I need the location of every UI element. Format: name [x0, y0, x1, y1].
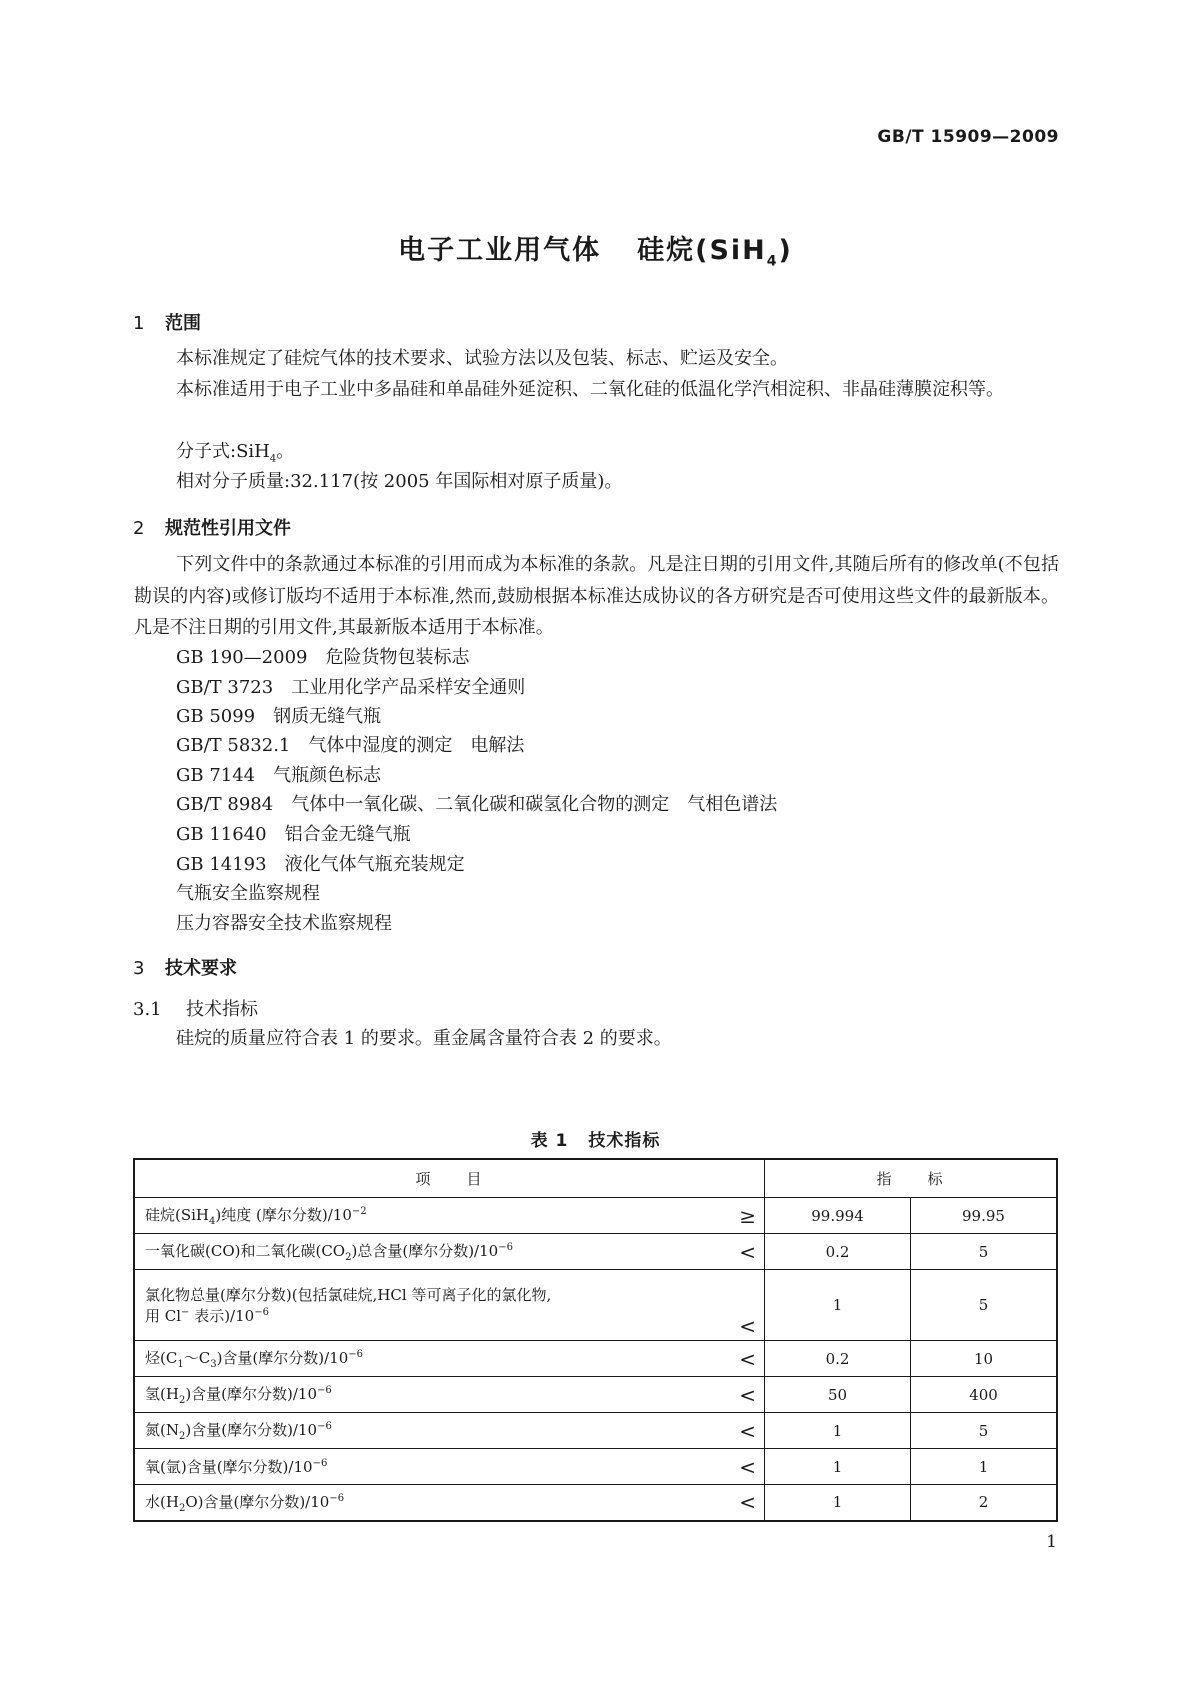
table-row: 烃$(C_1\sim C_3)$含量(摩尔分数)$/10^{-6}$ < 0.2 10 [134, 1341, 1057, 1377]
reference-item: 压力容器安全技术监察规程 [176, 913, 392, 934]
table-caption: 表 1 技术指标 [530, 1131, 661, 1151]
table-header-row [134, 1159, 1057, 1198]
section-1-para-2: 本标准适用于电子工业中多晶硅和单晶硅外延淀积、二氧化硅的低温化学汽相淀积、非晶硅薄膜淀积等。 [176, 379, 1004, 400]
section-number: 1 [133, 313, 145, 334]
reference-item: GB 5099 钢质无缝气瓶 [176, 706, 382, 727]
table-row: 氢$(H_2)$含量(摩尔分数)$/10^{-6}$ < 50 400 [134, 1377, 1057, 1413]
section-2-intro: 下列文件中的条款通过本标准的引用而成为本标准的条款。凡是注日期的引用文件,其随后所有的修改单(不包括勘误的内容)或修订版均不适用于本标准,然而,鼓励根据本标准达成协议的各方研究是否可使用这些文件的最新版本。凡是不注日期的引用文件,其最新版本适用于本标准。 [134, 554, 1059, 638]
title-part1: 电子工业用气体 [398, 235, 602, 266]
reference-item: GB 7144 气瓶颜色标志 [176, 765, 382, 786]
molecular-formula: 分子式:SiH$_4$。 [176, 441, 295, 465]
section-number: 3 [133, 958, 145, 979]
standard-number: GB/T 15909—2009 [877, 127, 1059, 147]
reference-item: GB/T 8984 气体中一氧化碳、二氧化碳和碳氢化合物的测定 气相色谱法 [176, 794, 778, 815]
section-title: 规范性引用文件 [165, 518, 291, 539]
column-header-index: 指 标 [765, 1159, 1058, 1198]
reference-item: GB 190—2009 危险货物包装标志 [176, 647, 470, 668]
reference-item: GB/T 5832.1 气体中湿度的测定 电解法 [176, 735, 525, 756]
table-row: 氯化物总量(摩尔分数)(包括氯硅烷,HCl 等可离子化的氯化物, 用 Cl− 表示)$/10^{-6}$ < 1 5 [134, 1270, 1057, 1341]
reference-item: GB/T 3723 工业用化学产品采样安全通则 [176, 677, 526, 698]
title-part2: 硅烷(SiH [637, 235, 767, 266]
section-2-heading [133, 514, 291, 540]
document-title [0, 228, 1191, 269]
column-header-item: 项 目 [134, 1159, 765, 1198]
table-row: 氧(氩)含量(摩尔分数)$/10^{-6}$ < 1 1 [134, 1449, 1057, 1485]
table-row: 一氧化碳(CO)和二氧化碳$(CO_2)$总含量(摩尔分数)$/10^{-6}$ < 0.2 5 [134, 1234, 1057, 1270]
reference-item: 气瓶安全监察规程 [176, 883, 320, 904]
table-row: 硅烷(SiH$_4$)纯度 (摩尔分数)$/10^{-2}$ ≥ 99.994 99.95 [134, 1198, 1057, 1234]
reference-item: GB 11640 铝合金无缝气瓶 [176, 824, 411, 845]
section-3-para: 硅烷的质量应符合表 1 的要求。重金属含量符合表 2 的要求。 [176, 1028, 672, 1049]
table-row: 水$(H_2O)$含量(摩尔分数)$/10^{-6}$ < 1 2 [134, 1485, 1057, 1521]
molecular-mass: 相对分子质量:32.117(按 2005 年国际相对原子质量)。 [176, 471, 623, 492]
title-subscript: 4 [766, 253, 779, 270]
specifications-table [133, 1158, 1058, 1522]
section-3-heading [133, 954, 237, 980]
reference-item: GB 14193 液化气体气瓶充装规定 [176, 854, 465, 875]
subsection-3-1-heading: 3.1 技术指标 [133, 999, 258, 1020]
section-title: 范围 [165, 313, 201, 334]
table-row: 氮$(N_2)$含量(摩尔分数)$/10^{-6}$ < 1 5 [134, 1413, 1057, 1449]
section-1-para-1: 本标准规定了硅烷气体的技术要求、试验方法以及包装、标志、贮运及安全。 [176, 348, 788, 369]
title-suffix: ) [778, 235, 793, 266]
page-number: 1 [1046, 1532, 1057, 1552]
section-title: 技术要求 [165, 958, 237, 979]
section-number: 2 [133, 518, 145, 539]
section-1-heading [133, 309, 201, 335]
